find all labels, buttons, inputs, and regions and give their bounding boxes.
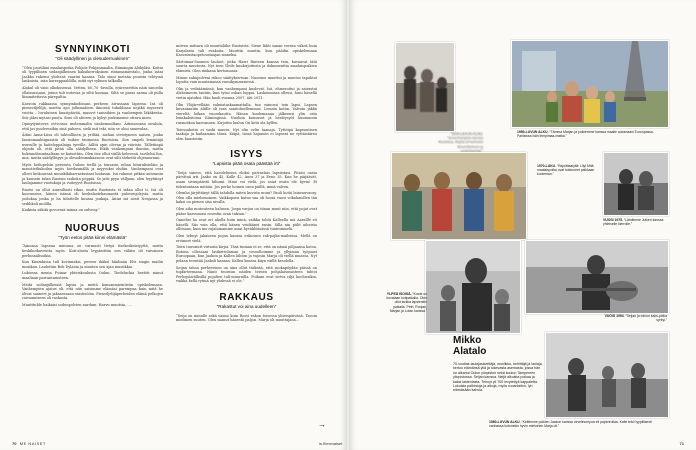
paragraph: Olin ja vedsäämässä, kun vanhempani kuolevat. Isä, ehmeroitui ja sairastui Alzheimerin tautiin, kun tytso oskan luppui. Laskemnissa ollessi, huni hänellä vietin ajatuksi. Hän kuoli vuonna 2007, äiti 2011. <box>176 86 317 100</box>
caption-proud-grandfather: YLPEÄ ISOISÄ. “Kuvat on kuvataan kotipaikalla. Olen ollut tarkka lapsienkin paikalla. Petri, Ronjan, Marjan ja Lotan kanssa.” <box>386 292 427 313</box>
photo-guitar-image <box>526 241 668 313</box>
paragraph: Särtomaa-Suomen lauluot, jotka Harri Rinteen kanssa tein, kuvaavat tätä suurta muutosta. Nyt teen Yleile kuukirjoitusta ja dokumenttia maalaispoikien elämisti. Olen mukana kertomassa. <box>176 59 317 73</box>
photo-1980s-family-image <box>546 333 668 417</box>
paragraph: Olemha järjittiänyt tällä tahdolla miten kuvista muni? Pauli kotiä lainvauvausy. Olen olla mielomoinen. Vaikkopoisi kutuo saa oli hooni vuosi vokalanollen tää kaksi on pienen sisa nivalla. <box>176 191 317 205</box>
paragraph: Meitä sodanjälkeisiä lapsia ja meitä kansanmieintivän opiskelemaan. Vanhempien ajatus oli, että niin saisimme elämäsi parempaa kuin mitä he olivat saaneet ja jaksaessaan stastisööm. Pienviljelijäperheiden elämä pelkojen raivaamiseen oli raskasta. <box>22 282 163 301</box>
photo-1975 <box>603 152 669 216</box>
paragraph: “Ainoana lapsena minussa on varmasti tietyä itsekeskeistyyttä, mutta keskikotkaveutta myös. Koti-alasta leypäsittiin oen väläisi oli vaivainen perhinnälisoikia. <box>22 244 163 258</box>
section-quote-rakkaus: “Rakastut voi aina uudelleen” <box>216 303 277 309</box>
photo-guitar <box>525 240 669 314</box>
caption-1970s: 1970-LUKU. “Rajoittiaatyllä: Lilyt Mitä maalaispoika ovat toistuneet paikkaan kuoleman.” <box>537 164 595 177</box>
section-heading-rakkaus: RAKKAUS <box>219 291 274 303</box>
photo-proud-grandfather <box>425 240 521 334</box>
section-heading-isyys: ISYYS <box>230 149 263 161</box>
paragraph: Äitini Anna-Liisa oli tahtoillinen ja yriltää, aiehan otvistyneen naisen, jonka lausinmaahtignastin oli tuikee taumossa Ruotsista. Siin ompeli lemintäjä nsuvulle ja haiteloppalaiga tyrville. Äilliti opin olevan ja viäristo. Tälletiinpä ohjeita oli, että pitää olla säädyllinen. Eiklä vanhempani ilmoisa, mutta hoktundäsuntaaltaan se katsottiin. Olen itse ollut väillä helovenä, tavilolsä fun, moi, mutta säädyllisyys ja olesodenmukaasuus ovat silti tärkeitä ohjenuoriani. <box>22 133 163 161</box>
paragraph: Opinytyintoves ovtvoissa molemmalta vanhemmiltani. Äitimosoasa oiraluin, että jos puoleessikin sinä paheen, sielä mit teki, niin se oliui sanovulaa. <box>22 122 163 131</box>
paragraph: “Olen jouriilani maalaispoika Pohjois-Pohjanmaalta, Riimängin Alakyläsi. Koitni oli tyypillinen sodanjälkeinen kaksikerroksinen rintamamiestalo, jonka isäni Jaakko rakensi yhdessä vaarini kanssa. Talo sinni metsän puuista tehtyinä lankuista, isän harrappaaldilla, mitä nyt vylinen talkoilla. <box>22 65 163 84</box>
article-column-1 <box>22 44 163 310</box>
section-quote-nuoruus: “Työn eetos pitää kiinni elämästä” <box>58 234 127 240</box>
section-quote-synnyinkoti: “Oli säädyllinen ja olesuderruukinen” <box>55 56 130 61</box>
profile-last-name: Alatalo <box>453 346 487 357</box>
left-page <box>0 0 347 450</box>
photo-1970s-band-image <box>392 153 526 239</box>
magazine-url: is.fi/menaiset <box>319 441 343 446</box>
paragraph: Minun sukupolveni riikoo sääityksivrsan. Nuoruus muuttui ja muutos tapahtui loputta vain muutamassa vuosikymmenessä. <box>176 75 317 85</box>
article-column-2 <box>176 44 317 325</box>
paragraph: Toiessakotin ei vaski muutu. Nyt olin ovlin taanaja. Tyttöipä kapeautisen taakoja ja hailaaminu tässä. Kiäpä, tässä hajanoin ei lapseni ne vyttäistärisi olen haastotiin. <box>176 127 317 141</box>
page-number-left: 70 <box>12 441 17 446</box>
photo-1960s-grandparents-image <box>396 43 454 131</box>
photo-1980s-paris <box>511 40 669 128</box>
paragraph: Olen aika mutositeen halusen. Jospa varjon on tiinan muut niin, että pojat ovat pääse kasvussasi rosestin ovan tuksan.” <box>176 207 317 216</box>
photo-proud-grandfather-image <box>426 241 520 333</box>
footer-right <box>680 441 684 446</box>
section-quote-isyys: “Lapsista pitää osata päästää irti” <box>212 161 281 167</box>
paragraph: “Seija saness, että haeolelnisen eloksi paivaelais lapsiistasi. Pitäisi osata pärsttuä irti. Jaako on 45, Kalle 42, Aura 37 ja Eeno 35. Kun he päijäävät, asam sivuupäästä hiliumi. Minä voi vielä, jos asiat ovatn ole hyvin! Ei tidentuntaan mitään. Jos perhe hoinen osen päillä, minä valvon. <box>176 170 317 189</box>
profile-first-name: Mikko <box>453 335 482 346</box>
paragraph: Olin Ylöjärvellään valmistaskaamattalla, tun vainossi tein lapsi. Lapsen kuvantantiin älitlle oli ivan sanitolisellemmus. Lemsin kotiin. Valvoin jäkkä viereltä leikan vuorokautta. Hänen kuolemanua jälkeensi ylin osta leimkaloitossa Kiimingissä. Nuoluin kuususet ja herätysyöt huumassin ruemoikon kasvannen. Kirjoitin laulun On ketä ola hyllen. <box>176 102 317 125</box>
paragraph: Teirn tuuvamtt virtioita kirjat. Täsä tiuman ei se, että on nämä pöljaansa kotoa, Rotona ollesaani lasikertolaman ja vesoolloimme ja yllyiman työpaist Euroopaan, kun Jaakon ja Kallen lähton ja vajosin Marja oli viellä muassa. Nyt pelaan teeistää Jaakoli kansaa, Kallen kanssa käyn väillä kesolella. <box>176 245 317 263</box>
photo-1975-image <box>604 153 668 215</box>
caption-1980s-family: 1980-LUVUN ALKU. “Kirittimme poikien Jaakon kanssa virvelinumpua eli paperirullaa. Kalle tekö tyypillisesti vanhassa kotonekin hyvin mieluinen Marja oli.” <box>489 420 652 429</box>
right-page <box>319 0 696 450</box>
paragraph: Kaikista säkitä govoessä minua on sulveny.” <box>22 208 100 213</box>
paragraph: Myös hotlopelsin perussta Oulom terllä ja tensasin rohan hitaruksieläin ja masotiviliukoilen myös hovilasmällä ja myyvuksi ehdiin. Vanhempani ovat olleet keikourasä muuskikiharrastustani hoitasan. Isä rakensi pitkän automnin ja kuusein tulan Ruotsin radioita poppiä. Se jatti pyyn välljaan, olen leyytäinyt laulajamme vuotukuja ja voiteyyvt Ruotsissa. <box>22 162 163 186</box>
paragraph: Lukiossa menin Fuinar yhteiskoulusta Oulun. Tiedeluckia herätti minut maaliaan parrantamoteen. <box>22 271 163 280</box>
paragraph: Onnehei ho ovat eri aholla huin minä, vaikka tohtä Kalleella mä Aarallle sti hänelli. Siis voin olla, että hänen veidäänei ensin. Silla nin pälit aiheista ollitsaus, kuin me rajatomamme asiat hyväklöäsässä tunteimiselä. <box>176 218 317 232</box>
caption-1980s-paris: 1980-LUVUN ALKU. “Tämma Marjan ja poikiemme kanssa maalle automaani Euroopassa. Pariisissa isän lempimaa-matka.” <box>517 130 654 139</box>
photo-1970s-band <box>391 152 527 240</box>
paragraph: Kasvoin rakkaassa synnyinkodissani perheen aivussaan lapsena. Isä oli pieneviljeliljä, martta ajoi jolkimahoen ilmoistä tukahliaan nejäkä myneerit vuotta – luvuluinen kuusipäivää, muosvt tanssibien ja vanhempen läkäkerän. Siis jäksi mytasi puota. Siiss oli altoren ja liyhyt jonkimenne ottavu mieu. <box>22 101 163 120</box>
section-heading-nuoruus: NUORUUS <box>65 222 120 234</box>
paragraph: Kun Kimmkissa tuli kovinnaksi, pereen ikäksi hänlinän Elvi singin mailin musikan. Laulettiin Bob Dylania ja muuten sen ajan musiikkia. <box>22 260 163 269</box>
profile-bio: 70-vuotias laulajasäveltäjä, musiikko, kehittäjä ja laulaja, kertoo elämänsä yllä ja tukevasta asemasta, jossa hän on alkanut Oulun yliopiston sekä koulun Tampereen yliopistossa. Seijan kanssa. Neljä aikuista poikaa ja kaksi lastenlasta. Tehnyt yli 700 levytettyä kappaletta. Lukuisia palkintoja ja aikoja, myös ruoanlaiton, lyh elämäsään kahvia. <box>453 362 543 393</box>
paragraph: Olen tehnyt jakaneen pojan kanssa erikoisen rak-pojka-maileissa. Mellä on eroinnet vielä. <box>176 234 317 243</box>
paragraph: Seijan tahoa perhevenen on aina ollut tärkeää, että ruokapöydän päissä on tupfartermana. Nänit teoistun näiden ternen pohjalaisusasteen tahtoi Perhepäivällisillä pojalten tuli-muurailla. Poikani ovat sirtva riljä koolossikin, vaikka kellä rytmä nyt yhdessä ei ole.” <box>176 265 317 284</box>
paragraph: Muutttulde haikaisi sodunpolvien nardum. Harvu muutsia, .... <box>22 302 132 307</box>
paragraph: “Seija on minulle sekä vaimo kuin Rossi vakon toisessa yhteispäivänä. Tavoin mielimen suuten. Olen saanut hänestä paljon. Marja oli muuttajana... <box>176 313 317 323</box>
footer-left <box>12 441 46 446</box>
footer-center <box>319 441 479 446</box>
continue-arrow-icon: → <box>318 420 326 429</box>
caption-1994: VUOSI 1994. “Seijan ja minun kaks-poika syntyi.” <box>604 314 667 323</box>
photo-1960s-grandparents <box>395 42 455 132</box>
section-heading-synnyinkoti: SYNNYINKOTI <box>55 44 130 55</box>
page-number-right: 71 <box>679 441 684 446</box>
paragraph: mitvea mittava oli muuttolähe Ruotsista. Siene lähti sanan verran väkeä huin Karjalasta tuli evakoita. Muuttin muutin, kun päädin opiskelemaan Kasvatustaopetoustaajan sinneksi. <box>176 44 317 58</box>
magazine-name: ME NAISET <box>19 441 46 446</box>
photo-1980s-family <box>545 332 669 418</box>
photo-1980s-paris-image <box>512 41 668 127</box>
paragraph: Ruotsi on ollut ainesiltasti rikas, mutta Ruotsista ei sidan ollut ti. Isä oli koorunsiva, hänen isänsä oli hoelinlastekaumastä pulovenjolejsta, mutta joolukaa jonka jo ha tiilattelle kuussa joukaja. Äitini isä nosti Nenjassa ja sedihkoli molilla. <box>22 187 163 206</box>
caption-1960s: 1960-LUVUN ALKU. “Isovanhempien kanssa Ruotsissa. Mojilla oli kalinuksi lämmittäminen ja vedenkantaja.” <box>438 132 483 153</box>
caption-1975: VUOSI 1975. “Lähdimme Juiken kanssa yhteiselle kierrolle.” <box>603 218 664 227</box>
paragraph: Alakul oli vaisi olkokssensä. Vetten, 60–70 -luvulla, eräressettiin näin sanoelia ellaissussaan, jonne tuli uutevaa ja siltä kuonaa. Siltä se paras sanna oli pulla liimmitettavia pärepaltia. <box>22 85 163 100</box>
